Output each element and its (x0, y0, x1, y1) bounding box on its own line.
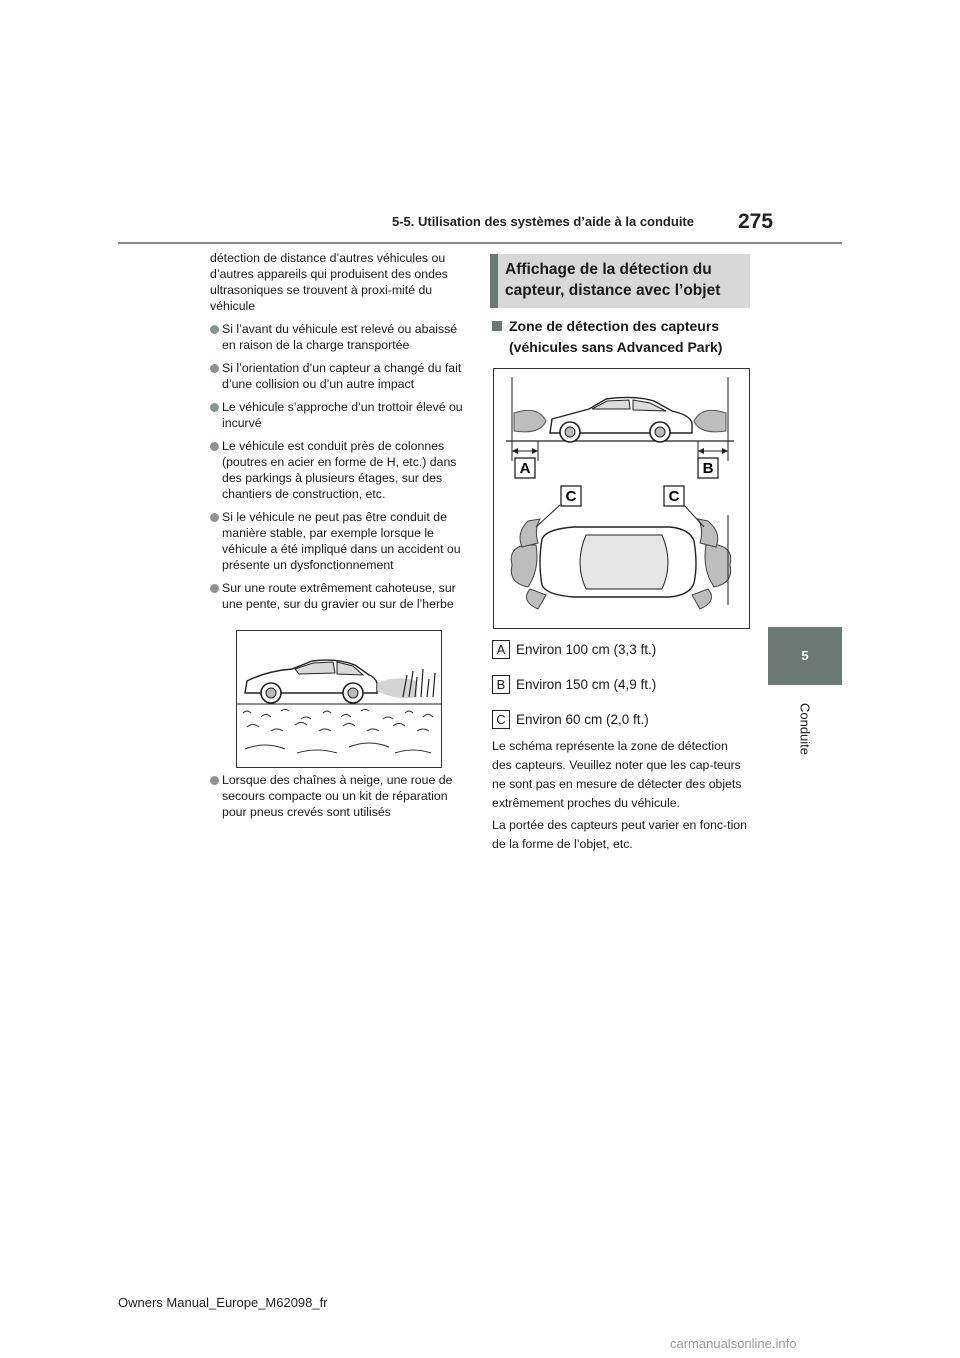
list-item: Le véhicule s’approche d’un trottoir élevé ou incurvé (210, 399, 470, 431)
bullet-icon (210, 513, 219, 522)
subheading: Zone de détection des capteurs (véhicules sans Advanced Park) (492, 316, 752, 358)
bullet-icon (210, 325, 219, 334)
chapter-tab[interactable]: 5 (768, 627, 842, 685)
label-b: B (702, 460, 714, 477)
label-c-right: C (668, 488, 680, 505)
bullet-icon (210, 364, 219, 373)
bullet-icon (210, 403, 219, 412)
legend-letter-a: A (492, 640, 510, 659)
list-item: Si l’orientation d’un capteur a changé du fait d’une collision ou d’un autre impact (210, 360, 470, 392)
legend-item-c (492, 710, 649, 729)
header-section-title: 5-5. Utilisation des systèmes d’aide à la conduite (392, 214, 694, 229)
watermark: carmanualsonline.info (670, 1336, 797, 1351)
footer-text: Owners Manual_Europe_M62098_fr (118, 1295, 328, 1310)
bullet-icon (210, 442, 219, 451)
body-paragraph-1: Le schéma représente la zone de détection des capteurs. Veuillez noter que les cap-teurs ne sont pas en mesure de détecter des objets extrêmement proches du véhicule. (492, 739, 742, 810)
chapter-label (775, 694, 835, 764)
square-bullet-icon (492, 321, 502, 331)
legend-letter-c: C (492, 710, 510, 729)
legend-text-b: Environ 150 cm (4,9 ft.) (516, 677, 657, 692)
bullet-icon (210, 584, 219, 593)
sensor-zone-icon (494, 369, 749, 628)
legend-item-b (492, 675, 656, 694)
list-item: Lorsque des chaînes à neige, une roue de secours compacte ou un kit de réparation pour pneus crevés sont utilisés (210, 772, 470, 820)
legend-letter-b: B (492, 675, 510, 694)
car-grass-illustration (236, 630, 442, 768)
list-item: Si l’avant du véhicule est relevé ou abaissé en raison de la charge transportée (210, 321, 470, 353)
bullet-icon (210, 776, 219, 785)
intro-paragraph: détection de distance d’autres véhicules ou d’autres appareils qui produisent des ondes ultrasoniques se trouvent à proxi-mité du véhicule (210, 251, 448, 313)
label-c-left: C (565, 488, 577, 505)
section-banner: Affichage de la détection du capteur, distance avec l’objet (490, 254, 750, 308)
sensor-zone-diagram (493, 368, 750, 629)
legend-item-a (492, 640, 656, 659)
chapter-label-text: Conduite (797, 702, 813, 756)
list-item: Sur une route extrêmement cahoteuse, sur une pente, sur du gravier ou sur de l’herbe (210, 580, 470, 612)
list-item: Le véhicule est conduit près de colonnes (poutres en acier en forme de H, etc.) dans des parkings à plusieurs étages, sur des chantiers de construction, etc. (210, 438, 470, 502)
list-item: Si le véhicule ne peut pas être conduit de manière stable, par exemple lorsque le véhicule a été impliqué dans un accident ou présente un dysfonctionnement (210, 509, 470, 573)
body-paragraph-2: La portée des capteurs peut varier en fonc-tion de la forme de l’objet, etc. (492, 818, 747, 851)
car-on-grass-icon (237, 631, 441, 767)
legend-text-c: Environ 60 cm (2,0 ft.) (516, 712, 649, 727)
header-divider (118, 242, 842, 244)
legend-text-a: Environ 100 cm (3,3 ft.) (516, 642, 657, 657)
label-a: A (519, 460, 531, 477)
page-number: 275 (738, 210, 774, 233)
left-column (210, 250, 470, 619)
last-list-item (210, 772, 470, 827)
